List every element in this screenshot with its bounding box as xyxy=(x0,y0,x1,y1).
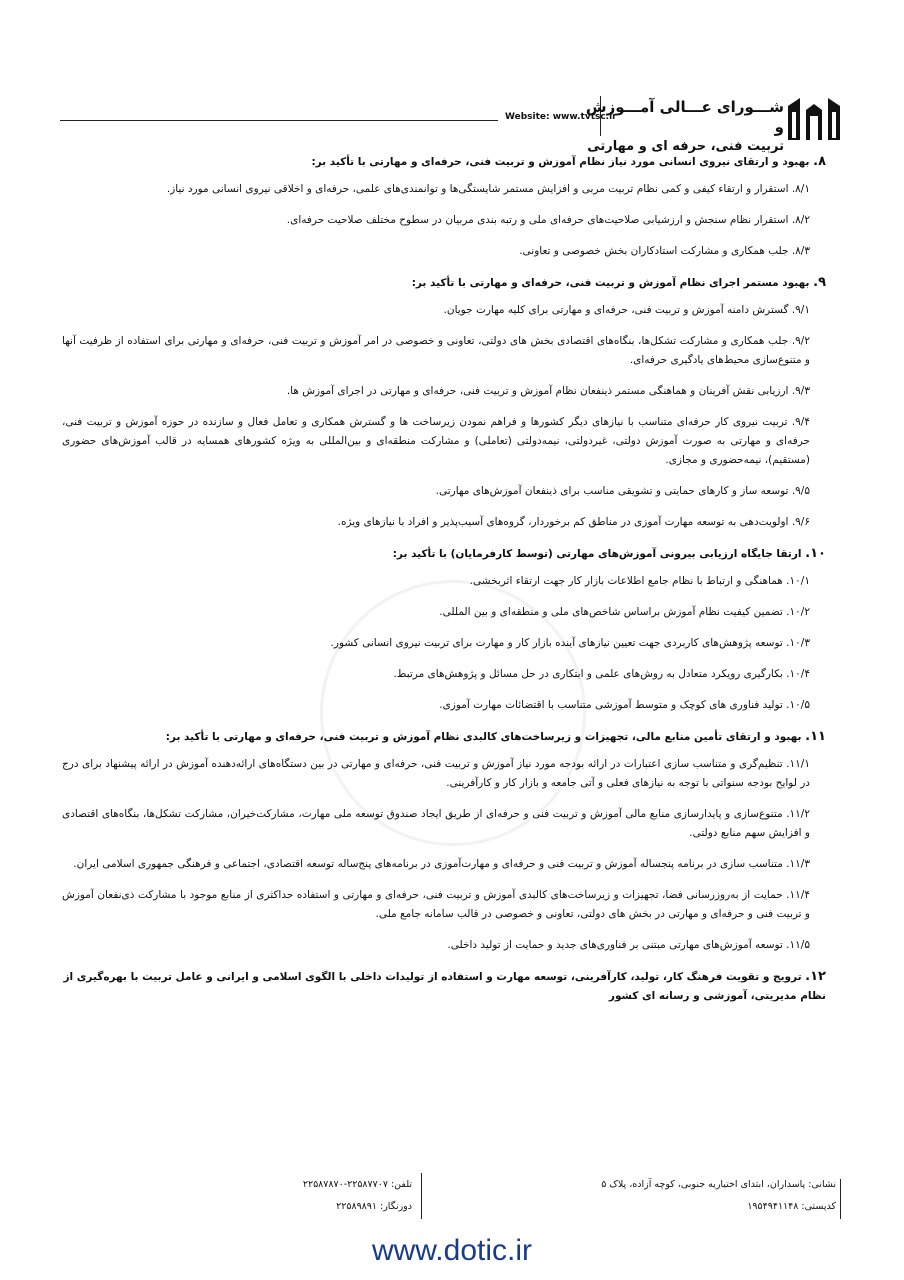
subsection-item: ۱۱/۴. حمایت از به‌روزرسانی فضا، تجهیزات و زیرساخت‌های کالبدی آموزش و تربیت فنی، حرفه‌ای و مهارتی و استفاده حداکثری از منابع موجود با مشارکت ذی‌نفعان آموزش و تربیت فنی و حرفه‌ای و مهارتی در بخش های دولتی، تعاونی و خصوصی در قالب سامانه جامع ملی. xyxy=(62,889,810,920)
section-text: ترویج و تقویت فرهنگ کار، تولید، کارآفرینی، توسعه مهارت و استفاده از تولیدات داخلی با الگوی اسلامی و ایرانی و عامل تربیت با بهره‌گیری از نظام مدیریتی، آموزشی و رسانه ای کشور xyxy=(63,971,826,1002)
footer-separator xyxy=(421,1173,422,1219)
subsection-number: ۱۱/۲ xyxy=(789,808,810,820)
org-line-1: شـــورای عـــالی آمـــوزش و xyxy=(585,98,784,136)
subsection-item: ۹/۴. تربیت نیروی کار حرفه‌ای متناسب با نیازهای دیگر کشورها و فراهم نمودن زیرساخت ها و گسترش همکاری و تعامل فعال و سازنده در حوزه آموزش و تربیت فنی، حرفه‌ای و مهارتی به صورت آموزش دولتی، غیردولتی، نیمه‌دولتی (تعاملی) و مشارکت منطقه‌ای و بین‌المللی به ویژه کشورهای همسایه در قالب آموزش‌های حضوری (مستقیم)، نیمه‌حضوری و مجازی. xyxy=(62,416,810,466)
subsection-item: ۱۰/۲. تضمین کیفیت نظام آموزش براساس شاخص‌های ملی و منطقه‌ای و بین المللی. xyxy=(439,606,810,618)
section-heading xyxy=(62,544,826,564)
subsection-number: ۹/۳ xyxy=(795,385,810,397)
subsection-number: ۱۰/۱ xyxy=(789,575,810,587)
organization-name xyxy=(584,97,784,157)
header-rule xyxy=(60,120,498,121)
subsection-item: ۹/۲. جلب همکاری و مشارکت تشکل‌ها، بنگاه‌های اقتصادی بخش های دولتی، تعاونی و خصوصی در امر آموزش و تربیت فنی، حرفه‌ای و مهارتی برای استفاده از ظرفیت آنها و متنوع‌سازی محیط‌های یادگیری حرفه‌ای. xyxy=(62,335,810,366)
subsection-number: ۱۱/۵ xyxy=(789,939,810,951)
section-text: بهبود مستمر اجرای نظام آموزش و تربیت فنی، حرفه‌ای و مهارتی با تأکید بر: xyxy=(411,277,810,289)
subsection-number: ۱۰/۲ xyxy=(789,606,810,618)
subsection-text: استقرار نظام سنجش و ارزشیابی صلاحیت‌های حرفه‌ای ملی و رتبه بندی مربیان در سطوح مختلف صلاحیت حرفه‌ای. xyxy=(286,214,789,226)
subsection-number: ۹/۱ xyxy=(795,304,810,316)
subsection-text: جلب همکاری و مشارکت تشکل‌ها، بنگاه‌های اقتصادی بخش های دولتی، تعاونی و خصوصی در امر آموزش و تربیت فنی، حرفه‌ای و مهارتی برای استفاده از ظرفیت آنها و متنوع‌سازی محیط‌های یادگیری حرفه‌ای. xyxy=(62,335,810,366)
subsection-item: ۹/۳. ارزیابی نقش آفرینان و هماهنگی مستمر ذینفعان نظام آموزش و تربیت فنی، حرفه‌ای و مهارتی در اجرای آموزش ها. xyxy=(286,385,810,397)
org-line-2: تربیت فنی، حرفه ای و مهارتی xyxy=(587,139,784,154)
council-logo-icon xyxy=(786,96,842,142)
section-heading xyxy=(62,152,826,172)
subsection-item: ۸/۱. استقرار و ارتقاء کیفی و کمی نظام تربیت مربی و افزایش مستمر شایستگی‌ها و توانمندی‌های علمی، حرفه‌ای و اخلاقی نیروی انسانی مورد نیاز. xyxy=(166,183,810,195)
section-number: ۱۰. xyxy=(805,546,826,561)
subsection-item: ۹/۱. گسترش دامنه آموزش و تربیت فنی، حرفه‌ای و مهارتی برای کلیه مهارت جویان. xyxy=(443,304,810,316)
footer xyxy=(60,1173,844,1223)
subsection-number: ۹/۶ xyxy=(795,516,810,528)
subsection-text: تربیت نیروی کار حرفه‌ای متناسب با نیازهای دیگر کشورها و فراهم نمودن زیرساخت ها و گسترش همکاری و تعامل فعال و سازنده در حوزه آموزش و تربیت فنی، حرفه‌ای و مهارتی به صورت آموزش دولتی، غیردولتی، نیمه‌دولتی (تعاملی) و مشارکت منطقه‌ای و بین‌المللی به ویژه کشورهای همسایه در قالب آموزش‌های حضوری (مستقیم)، نیمه‌حضوری و مجازی. xyxy=(62,416,810,466)
subsection-item: ۱۱/۲. متنوع‌سازی و پایدارسازی منابع مالی آموزش و تربیت فنی و حرفه‌ای از طریق ایجاد صندوق توسعه ملی مهارت، مشارکت‌خیران، مشارکت تشکل‌ها، بنگاه‌های اقتصادی و افزایش سهم منابع دولتی. xyxy=(62,808,810,839)
section-text: بهبود و ارتقای تأمین منابع مالی، تجهیزات و زیرساخت‌های کالبدی نظام آموزش و تربیت فنی، حرفه‌ای و مهارتی با تأکید بر: xyxy=(165,731,802,743)
subsection-number: ۸/۳ xyxy=(795,245,810,257)
subsection-item: ۱۰/۴. بکارگیری رویکرد متعادل به روش‌های علمی و ابتکاری در حل مسائل و پژوهش‌های مرتبط. xyxy=(393,668,810,680)
subsection-text: متناسب سازی در برنامه پنجساله آموزش و تربیت فنی و حرفه‌ای و مهارت‌آموزی در برنامه‌های پنج‌ساله توسعه اقتصادی، اجتماعی و فرهنگی جمهوری اسلامی ایران. xyxy=(73,858,783,870)
subsection-text: گسترش دامنه آموزش و تربیت فنی، حرفه‌ای و مهارتی برای کلیه مهارت جویان. xyxy=(443,304,789,316)
subsection-text: توسعه ساز و کارهای حمایتی و تشویقی مناسب برای ذینفعان آموزش‌های مهارتی. xyxy=(435,485,789,497)
subsection-text: بکارگیری رویکرد متعادل به روش‌های علمی و ابتکاری در حل مسائل و پژوهش‌های مرتبط. xyxy=(393,668,783,680)
site-watermark: www.dotic.ir xyxy=(371,1234,533,1267)
subsection-item: ۱۱/۱. تنظیم‌گری و متناسب سازی اعتبارات در ارائه بودجه مورد نیاز آموزش و تربیت فنی، حرفه‌ای و مهارتی در بین دستگاه‌های ارائه‌دهنده آموزش در ارائه پیشنهاد برای درج در لوایح بودجه سنواتی با توجه به نیازهای فعلی و آتی جامعه و بازار کار و کارآفرینی. xyxy=(62,758,810,789)
subsection-number: ۹/۲ xyxy=(795,335,810,347)
subsection-text: متنوع‌سازی و پایدارسازی منابع مالی آموزش و تربیت فنی و حرفه‌ای از طریق ایجاد صندوق توسعه ملی مهارت، مشارکت‌خیران، مشارکت تشکل‌ها، بنگاه‌های اقتصادی و افزایش سهم منابع دولتی. xyxy=(62,808,810,839)
footer-separator xyxy=(840,1179,841,1219)
subsection-number: ۱۰/۴ xyxy=(789,668,810,680)
subsection-item: ۸/۳. جلب همکاری و مشارکت استادکاران بخش خصوصی و تعاونی. xyxy=(519,245,810,257)
subsection-number: ۸/۲ xyxy=(795,214,810,226)
subsection-text: توسعه آموزش‌های مهارتی مبتنی بر فناوری‌های جدید و حمایت از تولید داخلی. xyxy=(447,939,783,951)
subsection-text: استقرار و ارتقاء کیفی و کمی نظام تربیت مربی و افزایش مستمر شایستگی‌ها و توانمندی‌های علمی، حرفه‌ای و اخلاقی نیروی انسانی مورد نیاز. xyxy=(166,183,789,195)
subsection-text: تولید فناوری های کوچک و متوسط آموزشی متناسب با اقتضائات مهارت آموزی. xyxy=(439,699,783,711)
subsection-item: ۱۰/۱. هماهنگی و ارتباط با نظام جامع اطلاعات بازار کار جهت ارتقاء اثربخشی. xyxy=(469,575,810,587)
section-heading xyxy=(62,273,826,293)
footer-postal-code: کدپستی: ۱۹۵۴۹۴۱۱۴۸ xyxy=(747,1201,836,1212)
subsection-item: ۹/۶. اولویت‌دهی به توسعه مهارت آموزی در مناطق کم برخوردار، گروه‌های آسیب‌پذیر و افراد با نیازهای ویژه. xyxy=(337,516,810,528)
subsection-number: ۸/۱ xyxy=(795,183,810,195)
subsection-number: ۱۱/۴ xyxy=(789,889,810,901)
subsection-item: ۱۱/۳. متناسب سازی در برنامه پنجساله آموزش و تربیت فنی و حرفه‌ای و مهارت‌آموزی در برنامه‌های پنج‌ساله توسعه اقتصادی، اجتماعی و فرهنگی جمهوری اسلامی ایران. xyxy=(73,858,810,870)
subsection-item: ۱۰/۳. توسعه پژوهش‌های کاربردی جهت تعیین نیازهای آینده بازار کار و مهارت برای تربیت نیروی انسانی کشور. xyxy=(330,637,810,649)
subsection-text: اولویت‌دهی به توسعه مهارت آموزی در مناطق کم برخوردار، گروه‌های آسیب‌پذیر و افراد با نیازهای ویژه. xyxy=(337,516,789,528)
subsection-number: ۱۰/۵ xyxy=(789,699,810,711)
subsection-number: ۱۰/۳ xyxy=(789,637,810,649)
website-text: Website: www.tvtsc.ir xyxy=(505,112,617,122)
section-number: ۱۲. xyxy=(805,969,826,984)
section-number: ۹. xyxy=(813,275,826,290)
subsection-number: ۱۱/۳ xyxy=(789,858,810,870)
section-number: ۱۱. xyxy=(805,729,826,744)
subsection-text: تضمین کیفیت نظام آموزش براساس شاخص‌های ملی و منطقه‌ای و بین المللی. xyxy=(439,606,783,618)
section-text: ارتقا جایگاه ارزیابی بیرونی آموزش‌های مهارتی (توسط کارفرمایان) با تأکید بر: xyxy=(392,548,802,560)
section-heading xyxy=(62,727,826,747)
subsection-text: هماهنگی و ارتباط با نظام جامع اطلاعات بازار کار جهت ارتقاء اثربخشی. xyxy=(469,575,783,587)
section-number: ۸. xyxy=(813,154,826,169)
subsection-item: ۱۱/۵. توسعه آموزش‌های مهارتی مبتنی بر فناوری‌های جدید و حمایت از تولید داخلی. xyxy=(447,939,810,951)
subsection-number: ۱۱/۱ xyxy=(789,758,810,770)
footer-phone: تلفن: ۲۲۵۸۷۷۰۷-۲۲۵۸۷۸۷۰ xyxy=(302,1179,412,1190)
footer-address: نشانی: پاسداران، ابتدای اختیاریه جنوبی، کوچه آزاده، پلاک ۵ xyxy=(601,1179,836,1190)
subsection-text: حمایت از به‌روزرسانی فضا، تجهیزات و زیرساخت‌های کالبدی آموزش و تربیت فنی، حرفه‌ای و مهارتی و استفاده حداکثری از منابع موجود با مشارکت ذی‌نفعان آموزش و تربیت فنی و حرفه‌ای و مهارتی در بخش های دولتی، تعاونی و خصوصی در قالب سامانه جامع ملی. xyxy=(62,889,810,920)
subsection-item: ۱۰/۵. تولید فناوری های کوچک و متوسط آموزشی متناسب با اقتضائات مهارت آموزی. xyxy=(439,699,810,711)
subsection-text: جلب همکاری و مشارکت استادکاران بخش خصوصی و تعاونی. xyxy=(519,245,789,257)
document-body xyxy=(62,152,826,1014)
subsection-text: توسعه پژوهش‌های کاربردی جهت تعیین نیازهای آینده بازار کار و مهارت برای تربیت نیروی انسانی کشور. xyxy=(330,637,783,649)
section-heading xyxy=(62,967,826,1006)
subsection-number: ۹/۴ xyxy=(795,416,810,428)
subsection-number: ۹/۵ xyxy=(795,485,810,497)
subsection-item: ۸/۲. استقرار نظام سنجش و ارزشیابی صلاحیت‌های حرفه‌ای ملی و رتبه بندی مربیان در سطوح مختلف صلاحیت حرفه‌ای. xyxy=(286,214,810,226)
subsection-item: ۹/۵. توسعه ساز و کارهای حمایتی و تشویقی مناسب برای ذینفعان آموزش‌های مهارتی. xyxy=(435,485,810,497)
subsection-text: ارزیابی نقش آفرینان و هماهنگی مستمر ذینفعان نظام آموزش و تربیت فنی، حرفه‌ای و مهارتی در اجرای آموزش ها. xyxy=(286,385,789,397)
section-text: بهبود و ارتقای نیروی انسانی مورد نیاز نظام آموزش و تربیت فنی، حرفه‌ای و مهارتی با تأکید بر: xyxy=(311,156,810,168)
subsection-text: تنظیم‌گری و متناسب سازی اعتبارات در ارائه بودجه مورد نیاز آموزش و تربیت فنی، حرفه‌ای و مهارتی در بین دستگاه‌های ارائه‌دهنده آموزش در ارائه پیشنهاد برای درج در لوایح بودجه سنواتی با توجه به نیازهای فعلی و آتی جامعه و بازار کار و کارآفرینی. xyxy=(62,758,810,789)
footer-fax: دورنگار: ۲۲۵۸۹۸۹۱ xyxy=(336,1201,412,1212)
